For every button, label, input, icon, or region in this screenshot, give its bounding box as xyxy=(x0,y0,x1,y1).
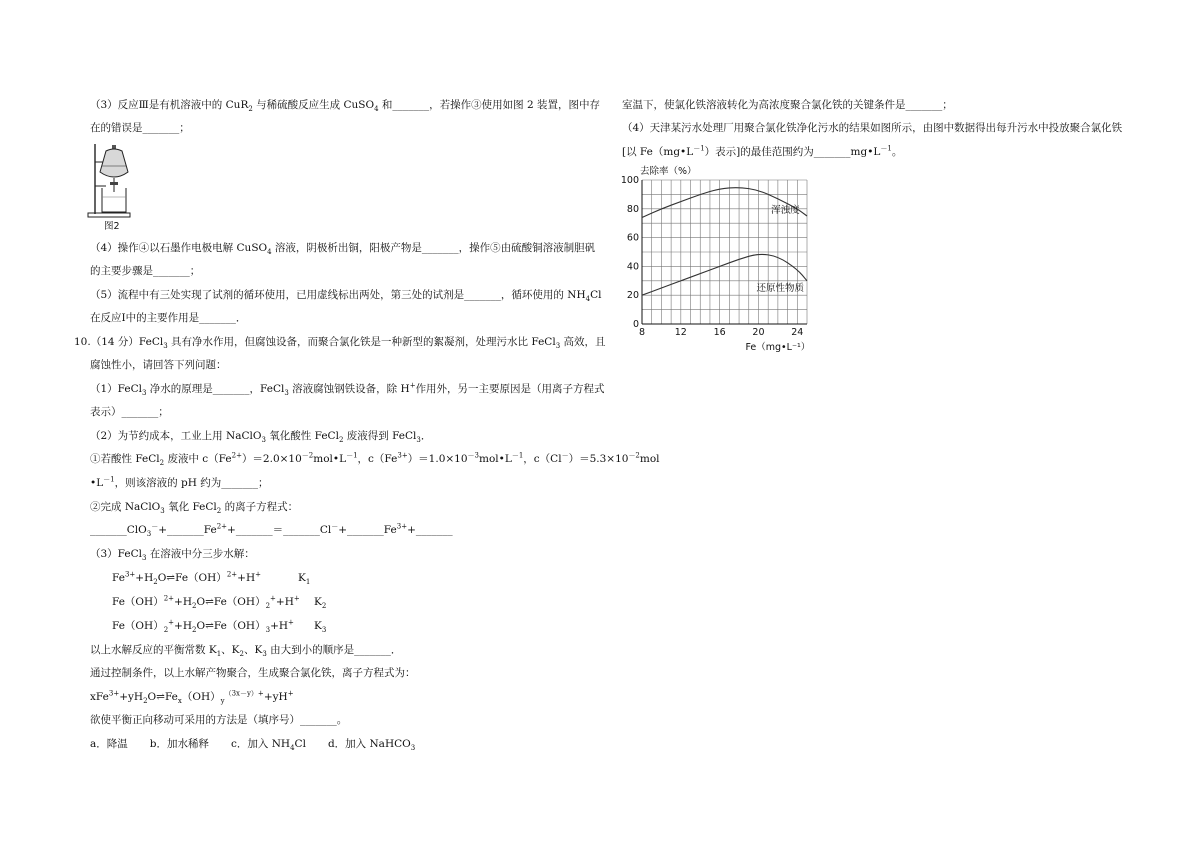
x-axis-title: Fe（mg•L⁻¹） xyxy=(745,342,811,353)
k3-label: $K_3$ xyxy=(314,620,327,635)
right-line-3: [以 $Fe(mg•L^{-1})$表示]的最佳范围约为$\_\_\_\_\_\_\_mg•L^{-1}$。 xyxy=(622,144,903,158)
q10-text-b: 具有净水作用，但腐蚀设备，而聚合氯化铁是一种新型的絮凝剂，处理污水比 FeCl xyxy=(167,336,556,348)
q3-text-a: （3）反应Ⅲ是有机溶液中的 CuR xyxy=(90,99,249,111)
q4-line-2: 的主要步骤是_______； xyxy=(90,265,201,277)
p1-line-1: （1）FeCl$_3$ 净水的原理是_______，FeCl$_3$ 溶液腐蚀钢铁设备，除 H+作用外，另一主要原因是（用离子方程式 xyxy=(90,381,605,398)
hydrolysis-2: $Fe(OH)^{2+}+H_2O\rightleftharpoons Fe(OH)_2^++H^+$ xyxy=(112,594,300,611)
removal-rate-chart xyxy=(620,160,820,359)
right-line-2: （4）天津某污水处理厂用聚合氯化铁净化污水的结果如图所示，由图中数据得出每升污水中投放聚合氯化铁 xyxy=(622,122,1123,134)
chart-svg xyxy=(620,160,820,355)
hydrolysis-3: $Fe(OH)_2^++H_2O\rightleftharpoons Fe(OH)_3+H^+$ xyxy=(112,618,294,635)
shift-line: 欲使平衡正向移动可采用的方法是（填序号）_______。 xyxy=(90,714,348,726)
figure-2-caption: 图2 xyxy=(104,221,120,232)
y-tick-label: 0 xyxy=(632,319,639,330)
q10-text-c: 高效，且 xyxy=(560,336,606,348)
q4-line-1: （4）操作④以石墨作电极电解 CuSO$_4$ 溶液，阴极析出铜，阳极产物是_______，操作⑤由硫酸铜溶液制胆矾 xyxy=(90,242,596,257)
order-line: 以上水解反应的平衡常数 $K_1$、$K_2$、$K_3$ 由大到小的顺序是_______． xyxy=(90,644,402,659)
q5-line-1: （5）流程中有三处实现了试剂的循环使用，已用虚线标出两处，第三处的试剂是_______，循环使用的 $NH_4Cl$ xyxy=(90,289,602,304)
q10-line-1: 10.（14 分）FeCl$_3$ 具有净水作用，但腐蚀设备，而聚合氯化铁是一种新型的絮凝剂，处理污水比 FeCl$_3$ 高效，且 xyxy=(74,336,606,351)
hydrolysis-1: $Fe^{3+}+H_2O\rightleftharpoons Fe(OH)^{2+}+H^+$ xyxy=(112,570,261,587)
q3-text-c: 和_______，若操作③使用如图 2 装置，图中存 xyxy=(378,99,601,111)
poly-line: 通过控制条件，以上水解产物聚合，生成聚合氯化铁，离子方程式为： xyxy=(90,667,416,679)
right-line-1: 室温下，使氯化铁溶液转化为高浓度聚合氯化铁的关键条件是_______； xyxy=(622,99,953,111)
x-tick-label: 16 xyxy=(713,327,726,338)
series-label-turbidity: 浑浊度 xyxy=(771,205,800,217)
options-line xyxy=(90,737,437,751)
p1-text-a: （1）FeCl xyxy=(90,383,142,395)
q5-text-a: （5）流程中有三处实现了试剂的循环使用，已用虚线标出两处，第三处的试剂是_______，循环使用的 NH xyxy=(90,289,586,301)
q3-line-1: （3）反应Ⅲ是有机溶液中的 CuR$_2$ 与稀硫酸反应生成 CuSO$_4$ 和_______，若操作③使用如图 2 装置，图中存 xyxy=(90,99,601,114)
q5-text-b: Cl xyxy=(590,289,602,301)
x-tick-label: 24 xyxy=(791,327,804,338)
right-line-3-b: ）表示]的最佳范围约为_______mg•L xyxy=(704,146,881,158)
p3-title: （3）FeCl$_3$ 在溶液中分三步水解： xyxy=(90,548,255,563)
option-c: c．加入 $NH_4Cl$ xyxy=(231,738,306,753)
y-tick-label: 80 xyxy=(626,203,639,215)
poly-equation: $xFe^{3+}+yH_2O\rightleftharpoons Fe_x(OH)_y^{(3x-y)+}+yH^+$ xyxy=(90,689,294,706)
p2-a-text: ，则该溶液的 pH 约为_______； xyxy=(114,477,269,489)
p2-line-1: （2）为节约成本，工业上用 NaClO$_3$ 氧化酸性 FeCl$_2$ 废液得到 FeCl$_3$． xyxy=(90,430,432,445)
p2-equation: $\_\_\_\_\_\_\_ClO_3^-+\_\_\_\_\_\_\_Fe^{2+}+\_\_\_\_\_\_\_=\_\_\_\_\_\_\_Cl^-+\_\_\_\_\_\_\_Fe^{3+}+\_\_\_\_\_\_\_$ xyxy=(90,522,453,539)
y-tick-label: 40 xyxy=(626,261,639,273)
p1-text-c: 溶液腐蚀钢铁设备，除 H xyxy=(288,383,410,395)
separatory-funnel-figure xyxy=(84,142,134,220)
x-tick-label: 20 xyxy=(752,327,765,338)
y-tick-label: 60 xyxy=(626,232,639,244)
p2-a-line-1: ①若酸性 FeCl$_2$ 废液中 $c(Fe^{2+})=2.0\times 10^{-2}mol•L^{-1}$，$c(Fe^{3+})=1.0\times 10^{-3}mol•L^{-1}$，$c(Cl^-)=5.3\times 10^{-2}mol$ xyxy=(90,451,660,468)
x-tick-label: 12 xyxy=(674,327,687,338)
option-d: d．加入 NaHCO$_3$ xyxy=(327,738,416,753)
p1-text-d: 作用外，另一主要原因是（用离子方程式 xyxy=(415,383,605,395)
p2-b-line: ②完成 NaClO$_3$ 氧化 FeCl$_2$ 的离子方程式： xyxy=(90,501,299,516)
y-tick-label: 100 xyxy=(620,175,639,186)
q4-text-a: （4）操作④以石墨作电极电解 CuSO xyxy=(90,242,268,254)
q5-line-2: 在反应Ⅰ中的主要作用是_______． xyxy=(90,312,247,324)
q3-line-2: 在的错误是_______； xyxy=(90,122,190,134)
p2-a-line-2: $•L^{-1}$，则该溶液的 pH 约为_______； xyxy=(90,475,269,489)
k1-label: $K_1$ xyxy=(298,572,311,587)
option-b: b．加水稀释 xyxy=(149,738,209,750)
p1-text-b: 净水的原理是_______，FeCl xyxy=(146,383,285,395)
right-line-3-a: [以 Fe（mg•L xyxy=(622,146,694,158)
q10-line-2: 腐蚀性小，请回答下列问题： xyxy=(90,359,227,371)
y-tick-label: 20 xyxy=(626,290,639,302)
right-line-3-c: 。 xyxy=(891,146,903,158)
k2-label: $K_2$ xyxy=(314,596,327,611)
p2-a-unit: •L xyxy=(90,477,104,489)
series-label-reducing-substance: 还原性物质 xyxy=(756,282,805,294)
x-tick-label: 8 xyxy=(638,327,646,338)
p1-line-2: 表示）_______； xyxy=(90,406,169,418)
option-a: a．降温 xyxy=(90,738,128,750)
q4-text-b: 溶液，阴极析出铜，阳极产物是_______，操作⑤由硫酸铜溶液制胆矾 xyxy=(271,242,596,254)
q3-text-b: 与稀硫酸反应生成 CuSO xyxy=(252,99,375,111)
q10-text-a: 10.（14 分）FeCl xyxy=(74,336,164,348)
y-axis-title: 去除率（%） xyxy=(640,166,697,177)
